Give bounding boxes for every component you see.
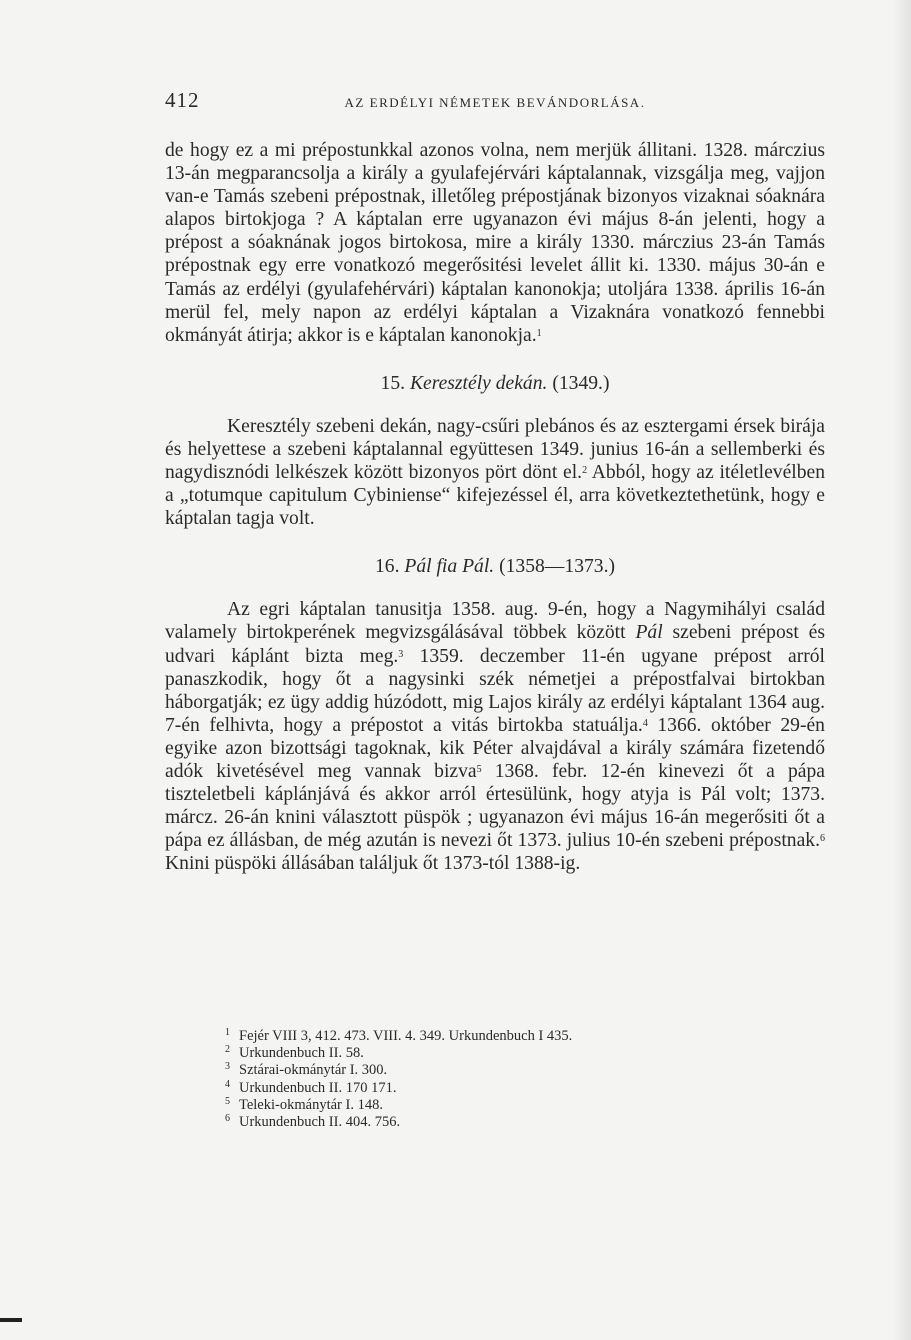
section-15-paragraph bbox=[165, 415, 825, 530]
intro-paragraph bbox=[165, 139, 825, 347]
section-heading-16 bbox=[165, 555, 825, 578]
body-text bbox=[165, 139, 825, 875]
section-15-title: Keresztély dekán. bbox=[409, 372, 548, 394]
footnote-text: Sztárai-okmánytár I. 300. bbox=[239, 1062, 388, 1079]
section-16-date: (1358—1373.) bbox=[499, 556, 616, 578]
footnote-ref-2: 2 bbox=[582, 465, 588, 477]
footnote-3: $^3$ Sztárai-okmánytár I. 300. bbox=[225, 1061, 388, 1079]
running-head: AZ ERDÉLYI NÉMETEK BEVÁNDORLÁSA. bbox=[344, 95, 646, 110]
footnote-ref-4: 4 bbox=[642, 717, 648, 729]
section-16-italic-name: Pál bbox=[635, 622, 663, 644]
intro-text: de hogy ez a mi prépostunkkal azonos volna, nem merjük állitani. 1328. márczius 13-án megparancsolja a király a gyulafejérvári káptalannak, vizsgálja meg, vajjon van-e Tamás szebeni prépostnak, illetőleg prépostjának bizonyos vizaknai sóaknára alapos birtokjoga ? A káptalan erre ugyanazon évi május 8-án jelenti, hogy a prépost a sóaknának jogos birtokosa, mire a király 1330. márczius 23-án Tamás prépostnak egy erre vonatkozó megerősitési levelet állit ki. 1330. május 30-án e Tamás az erdélyi (gyulafehérvári) káptalan kanonokja; utoljára 1338. április 16-án merül fel, mely napon az erdélyi káptalan a Vizaknára vonatkozó fennebbi okmányát átirja; akkor is e káptalan kanonokja. bbox=[165, 140, 825, 346]
section-15-number: 15. bbox=[380, 372, 406, 394]
section-16-number: 16. bbox=[374, 556, 400, 578]
section-heading-15 bbox=[165, 372, 825, 395]
footnote-ref-5: 5 bbox=[476, 763, 482, 775]
section-16-text-4: 1366. október 29-én egyike azon bizottsági tagoknak, kik Péter alvajdával a király számára fizetendő adók kivetésével meg vannak bizva bbox=[165, 714, 825, 782]
section-15-text-a: Keresztély szebeni dekán, nagy-csűri plebános és az esztergami érsek birája és helyettese a szebeni káptalannal együttesen 1349. junius 16-án a sellemberki és nagydisznódi lelkészek között bizonyos pört dönt el. bbox=[165, 415, 825, 484]
footnote-1: $^1$ Fejér VIII 3, 412. 473. VIII. 4. 349. Urkundenbuch I 435. bbox=[225, 1027, 573, 1044]
scan-mark bbox=[0, 1318, 22, 1322]
page-header bbox=[165, 88, 825, 114]
section-16-paragraph bbox=[165, 598, 825, 875]
footnote-text: Urkundenbuch II. 404. 756. bbox=[239, 1114, 401, 1131]
section-16-text-1: Az egri káptalan tanusitja 1358. aug. 9-én, hogy a Nagymihályi család valamely birtokperének megvizsgálásával többek között bbox=[165, 599, 825, 644]
section-16-text-6: Knini püspöki állásában találjuk őt 1373-tól 1388-ig. bbox=[165, 853, 581, 875]
footnote-text: Urkundenbuch II. 58. bbox=[239, 1045, 364, 1062]
footnote-4: $^4$ Urkundenbuch II. 170 171. bbox=[225, 1078, 397, 1096]
scan-edge-shadow bbox=[893, 0, 911, 1340]
section-16-text-2: szebeni prépost és udvari káplánt bizta meg. bbox=[165, 622, 826, 667]
section-16-text-3: 1359. deczember 11-én ugyane prépost arról panaszkodik, hogy őt a nagysinki szék németjei a prépostfalvai birtokban háborgatják; ez ügy addig húzódott, mig Lajos király az erdélyi káptalant 1364 aug. 7-én felhivta, hogy a prépostot a vitás birtokba statuálja. bbox=[165, 645, 826, 736]
footnote-5: $^5$ Teleki-okmánytár I. 148. bbox=[225, 1095, 383, 1113]
footnote-text: Teleki-okmánytár I. 148. bbox=[239, 1096, 383, 1113]
footnote-text: Fejér VIII 3, 412. 473. VIII. 4. 349. Urkundenbuch I 435. bbox=[239, 1028, 573, 1044]
footnote-6: $^6$ Urkundenbuch II. 404. 756. bbox=[225, 1113, 401, 1131]
section-16-text-5: 1368. febr. 12-én kinevezi őt a pápa tiszteletbeli káplánjává és akkor arról értesülünk, hogy atyja is Pál volt; 1373. márcz. 26-án knini választott püspök ; ugyanazon évi május 16-án megerősiti őt a pápa ez állásban, de még azután is nevezi őt 1373. julius 10-én szebeni prépostnak. bbox=[165, 760, 825, 852]
footnotes bbox=[225, 1028, 785, 1131]
footnote-text: Urkundenbuch II. 170 171. bbox=[239, 1079, 397, 1096]
page-number: 412 bbox=[165, 88, 200, 112]
footnote-2: $^2$ Urkundenbuch II. 58. bbox=[225, 1044, 364, 1062]
section-16-title: Pál fia Pál. bbox=[404, 556, 495, 578]
section-15-text-b: Abból, hogy az itéletlevélben a „totumque capitulum Cybiniense“ kifejezéssel él, arra következtethetünk, hogy e káptalan tagja volt. bbox=[165, 462, 825, 530]
footnote-ref-6: 6 bbox=[820, 833, 825, 845]
footnote-ref-3: 3 bbox=[398, 648, 404, 660]
section-15-date: (1349.) bbox=[552, 372, 610, 394]
footnote-ref-1: 1 bbox=[536, 327, 542, 339]
